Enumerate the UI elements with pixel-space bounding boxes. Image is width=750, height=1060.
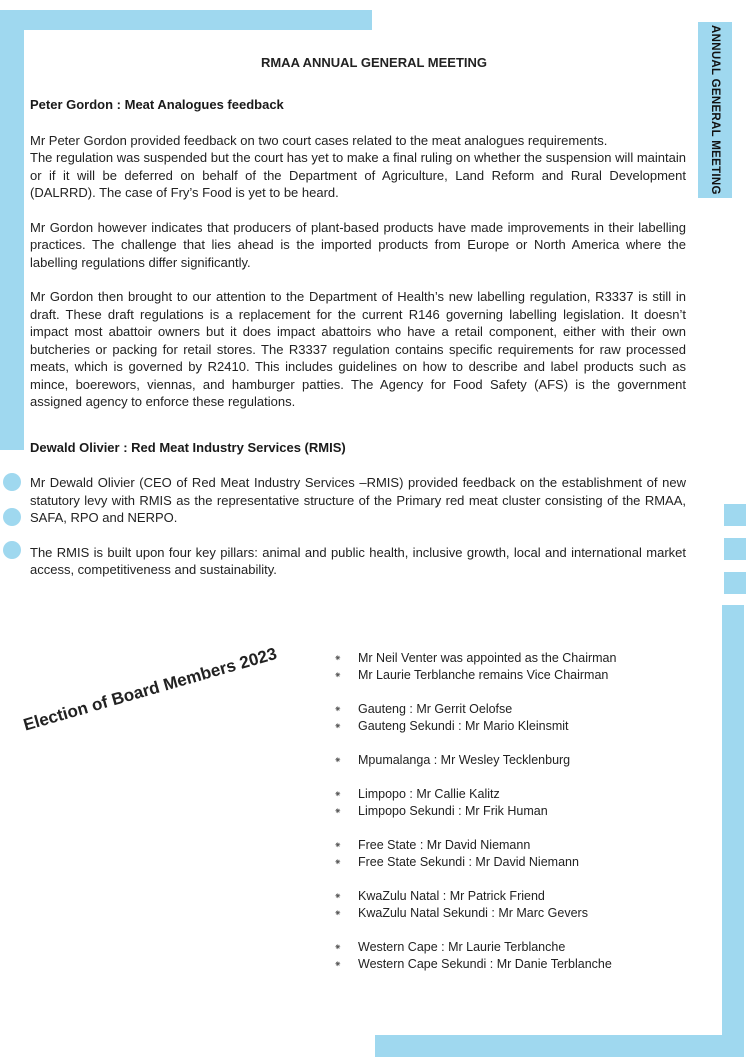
decor-dot [3,508,21,526]
section-side-tab [698,22,732,198]
board-member-text: Free State Sekundi : Mr David Niemann [358,855,579,869]
bullet-icon: ⁕ [334,959,342,969]
board-member-item [334,701,616,718]
board-member-item [334,786,616,803]
paragraph: The RMIS is built upon four key pillars: animal and public health, inclusive growth, local and international market access, competitiveness and sustainability. [30,544,686,577]
article-body [30,96,686,596]
page-title: RMAA ANNUAL GENERAL MEETING [260,55,488,70]
bullet-icon: ⁕ [334,908,342,918]
section-heading-gordon: Peter Gordon : Meat Analogues feedback [30,97,284,112]
paragraph: The regulation was suspended but the court has yet to make a final ruling on whether the suspension will maintain or if it will be deferred on behalf of the Department of Agriculture, Land Reform and Rural Development (DALRRD). The case of Fry’s Food is yet to be heard. [30,150,686,200]
board-member-text: Gauteng : Mr Gerrit Oelofse [358,702,513,716]
board-member-item [334,956,616,973]
board-member-text: KwaZulu Natal Sekundi : Mr Marc Gevers [358,906,588,920]
board-member-text: Western Cape Sekundi : Mr Danie Terblanche [358,957,612,971]
bullet-icon: ⁕ [334,721,342,731]
frame-top-bar [0,10,372,30]
side-tab-label: ANNUAL GENERAL MEETING [709,25,721,195]
frame-right-bar [722,605,744,1035]
board-group [334,786,616,820]
section-heading-olivier: Dewald Olivier : Red Meat Industry Services (RMIS) [30,439,346,455]
board-member-text: Limpopo Sekundi : Mr Frik Human [358,804,548,818]
board-member-text: Free State : Mr David Niemann [358,838,531,852]
bullet-icon: ⁕ [334,755,342,765]
board-member-item [334,939,616,956]
paragraph: Mr Peter Gordon provided feedback on two court cases related to the meat analogues requirements. [30,132,608,148]
board-member-text: Limpopo : Mr Callie Kalitz [358,787,500,801]
bullet-icon: ⁕ [334,704,342,714]
board-group [334,701,616,735]
bullet-icon: ⁕ [334,670,342,680]
decor-square [724,538,746,560]
board-member-item [334,905,616,922]
board-member-item [334,650,616,667]
board-member-item [334,854,616,871]
bullet-icon: ⁕ [334,806,342,816]
board-group [334,837,616,871]
board-members-list [334,650,616,990]
paragraph: Mr Dewald Olivier (CEO of Red Meat Industry Services –RMIS) provided feedback on the establishment of new statutory levy with RMIS as the representative structure of the Primary red meat cluster consisting of the RMAA, SAFA, RPO and NERPO. [30,475,686,525]
board-member-item [334,837,616,854]
board-member-text: Western Cape : Mr Laurie Terblanche [358,940,566,954]
board-member-text: Mpumalanga : Mr Wesley Tecklenburg [358,753,571,767]
board-member-item [334,888,616,905]
bullet-icon: ⁕ [334,653,342,663]
election-heading: Election of Board Members 2023 [21,643,279,735]
paragraph: Mr Gordon however indicates that producers of plant-based products have made improvements in their labelling practices. The challenge that lies ahead is the imported products from Europe or North America where the labelling regulations differ significantly. [30,219,686,270]
decor-square [724,504,746,526]
board-member-text: Mr Laurie Terblanche remains Vice Chairman [358,668,609,682]
board-member-item [334,803,616,820]
paragraph: Mr Gordon then brought to our attention to the Department of Health’s new labelling regulation, R3337 is still in draft. These draft regulations is a replacement for the current R146 governing labelling legislation. It doesn’t impact most abattoir owners but it does impact abattoirs who have a retail component, either with their own butcheries or packing for retail stores. The R3337 regulation contains specific requirements for raw processed meats, which is governed by R2410. This includes guidelines on how to describe and label products such as mince, boerewors, viennas, and hamburger patties. The Agency for Food Safety (AFS) is the government assigned agency to enforce these regulations. [30,289,686,409]
bullet-icon: ⁕ [334,789,342,799]
board-group [334,752,616,769]
frame-left-bar [0,10,24,450]
board-member-item [334,667,616,684]
decor-dot [3,473,21,491]
decor-square [724,572,746,594]
decor-dot [3,541,21,559]
board-member-item [334,752,616,769]
bullet-icon: ⁕ [334,942,342,952]
board-group [334,939,616,973]
bullet-icon: ⁕ [334,891,342,901]
board-member-text: KwaZulu Natal : Mr Patrick Friend [358,889,545,903]
board-group [334,650,616,684]
board-group [334,888,616,922]
bullet-icon: ⁕ [334,857,342,867]
board-member-item [334,718,616,735]
board-member-text: Mr Neil Venter was appointed as the Chairman [358,651,617,665]
bullet-icon: ⁕ [334,840,342,850]
board-member-text: Gauteng Sekundi : Mr Mario Kleinsmit [358,719,569,733]
frame-bottom-bar [375,1035,744,1057]
